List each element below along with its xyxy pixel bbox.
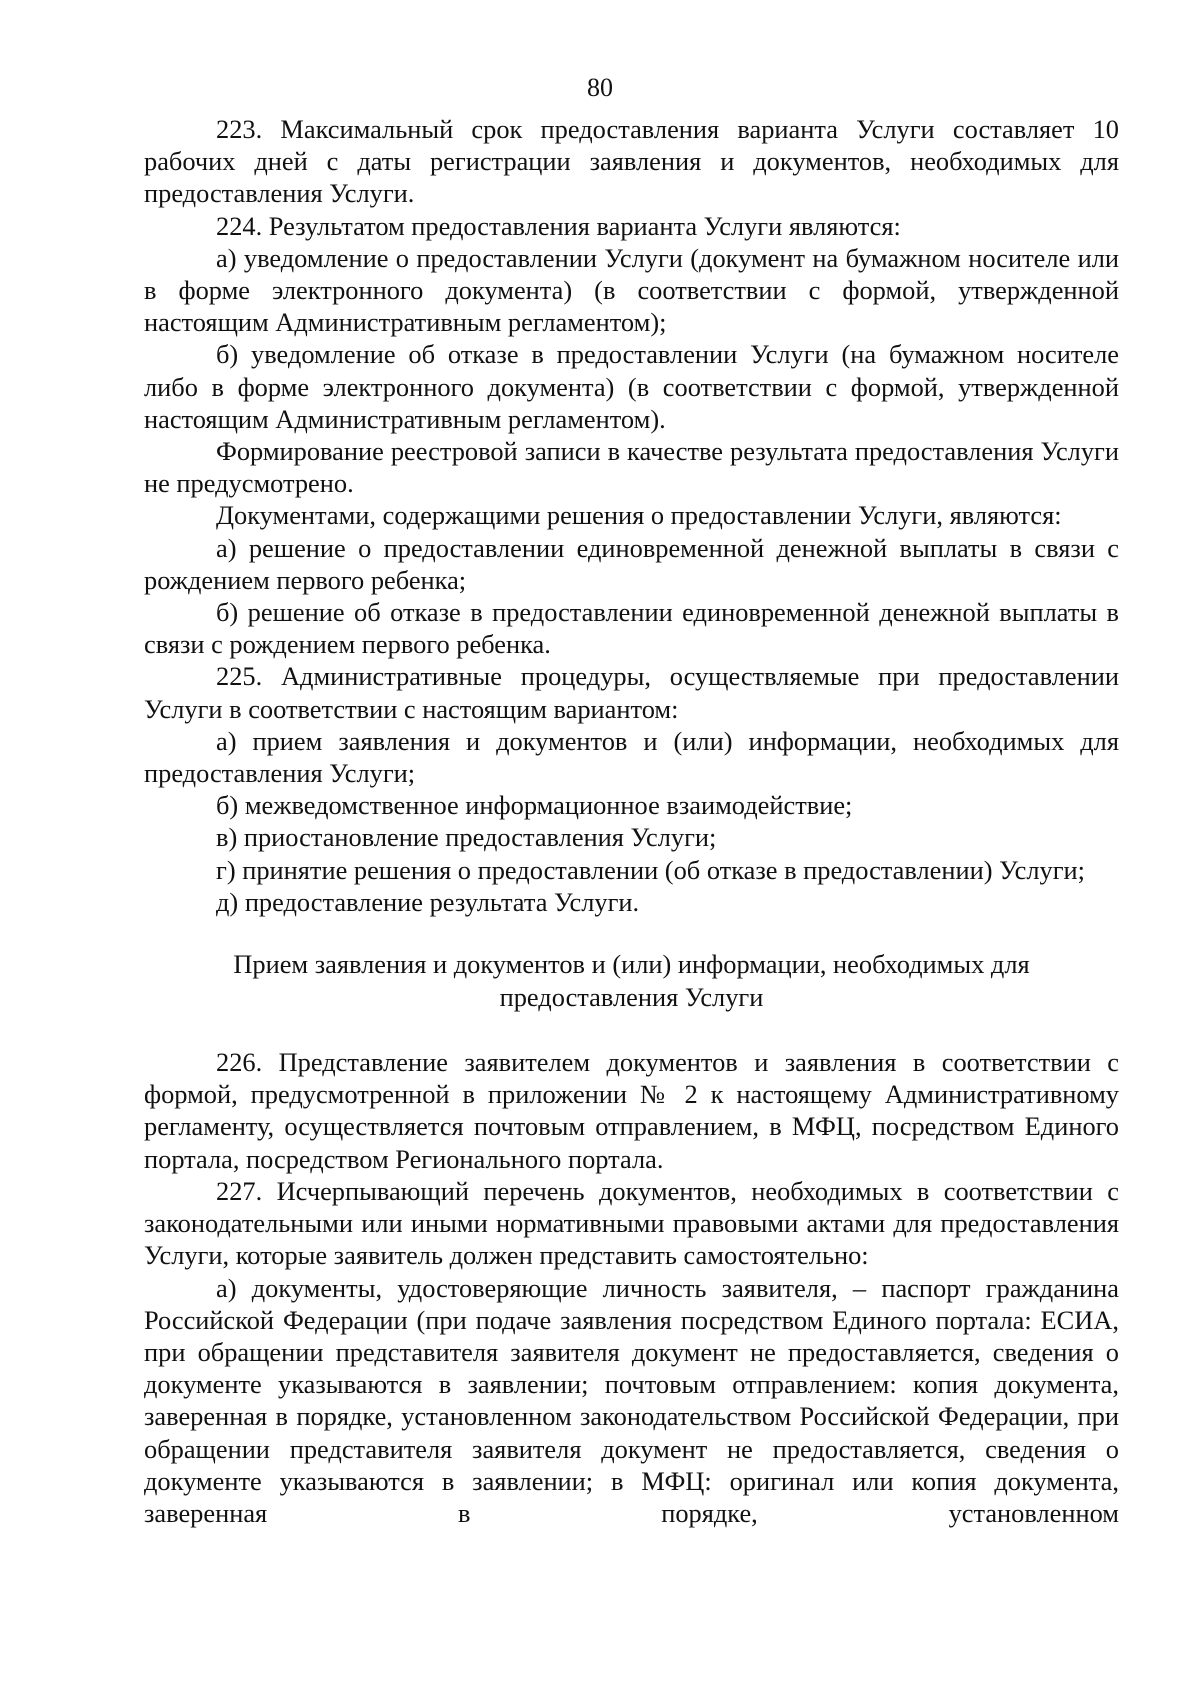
paragraph-225: 225. Административные процедуры, осуществляемые при предоставлении Услуги в соответствии с настоящим вариантом: <box>144 661 1119 724</box>
page-number: 80 <box>587 73 613 102</box>
paragraph-224-a: а) уведомление о предоставлении Услуги (документ на бумажном носителе или в форме электронного документа) (в соответствии с формой, утвержденной настоящим Административным регламентом); <box>144 242 1119 338</box>
paragraph-224-b: б) уведомление об отказе в предоставлении Услуги (на бумажном носителе либо в форме электронного документа) (в соответствии с формой, утвержденной настоящим Административным регламентом). <box>144 339 1119 434</box>
paragraph-225-b: б) межведомственное информационное взаимодействие; <box>216 790 853 821</box>
paragraph-227-a: а) документы, удостоверяющие личность заявителя, – паспорт гражданина Российской Федерации (при подаче заявления посредством Единого портала: ЕСИА, при обращении представителя заявителя документ не предоставляется, сведения о документе указываются в заявлении; почтовым отправлением: копия документа, заверенная в порядке, установленном законодательством Российской Федерации, при обращении представителя заявителя документ не предоставляется, сведения о документе указываются в заявлении; в МФЦ: оригинал или копия документа, заверенная в порядке, установленном <box>144 1272 1119 1528</box>
paragraph-decision-documents: Документами, содержащими решения о предоставлении Услуги, являются: <box>216 500 1062 531</box>
section-heading-line-1: Прием заявления и документов и (или) информации, необходимых для <box>233 949 1030 980</box>
document-body <box>144 113 1119 1529</box>
paragraph-226: 226. Представление заявителем документов и заявления в соответствии с формой, предусмотренной в приложении № 2 к настоящему Административному регламенту, осуществляется почтовым отправлением, в МФЦ, посредством Единого портала, посредством Регионального портала. <box>144 1047 1119 1174</box>
paragraph-decision-a: а) решение о предоставлении единовременной денежной выплаты в связи с рождением первого ребенка; <box>144 532 1119 595</box>
paragraph-decision-b: б) решение об отказе в предоставлении единовременной денежной выплаты в связи с рождением первого ребенка. <box>144 597 1119 660</box>
paragraph-225-v: в) приостановление предоставления Услуги; <box>216 822 717 853</box>
section-heading <box>144 948 1119 1014</box>
paragraph-224: 224. Результатом предоставления варианта Услуги являются: <box>216 210 901 241</box>
section-heading-line-2: предоставления Услуги <box>499 982 764 1013</box>
paragraph-223: 223. Максимальный срок предоставления варианта Услуги составляет 10 рабочих дней с даты регистрации заявления и документов, необходимых для предоставления Услуги. <box>144 114 1119 209</box>
paragraph-225-d: д) предоставление результата Услуги. <box>216 886 640 917</box>
paragraph-registry-record: Формирование реестровой записи в качестве результата предоставления Услуги не предусмотрено. <box>144 436 1119 499</box>
paragraph-225-a: а) прием заявления и документов и (или) информации, необходимых для предоставления Услуги; <box>144 725 1119 789</box>
paragraph-227: 227. Исчерпывающий перечень документов, необходимых в соответствии с законодательными или иными нормативными правовыми актами для предоставления Услуги, которые заявитель должен представить самостоятельно: <box>144 1175 1119 1271</box>
paragraph-225-g: г) принятие решения о предоставлении (об отказе в предоставлении) Услуги; <box>216 854 1085 885</box>
